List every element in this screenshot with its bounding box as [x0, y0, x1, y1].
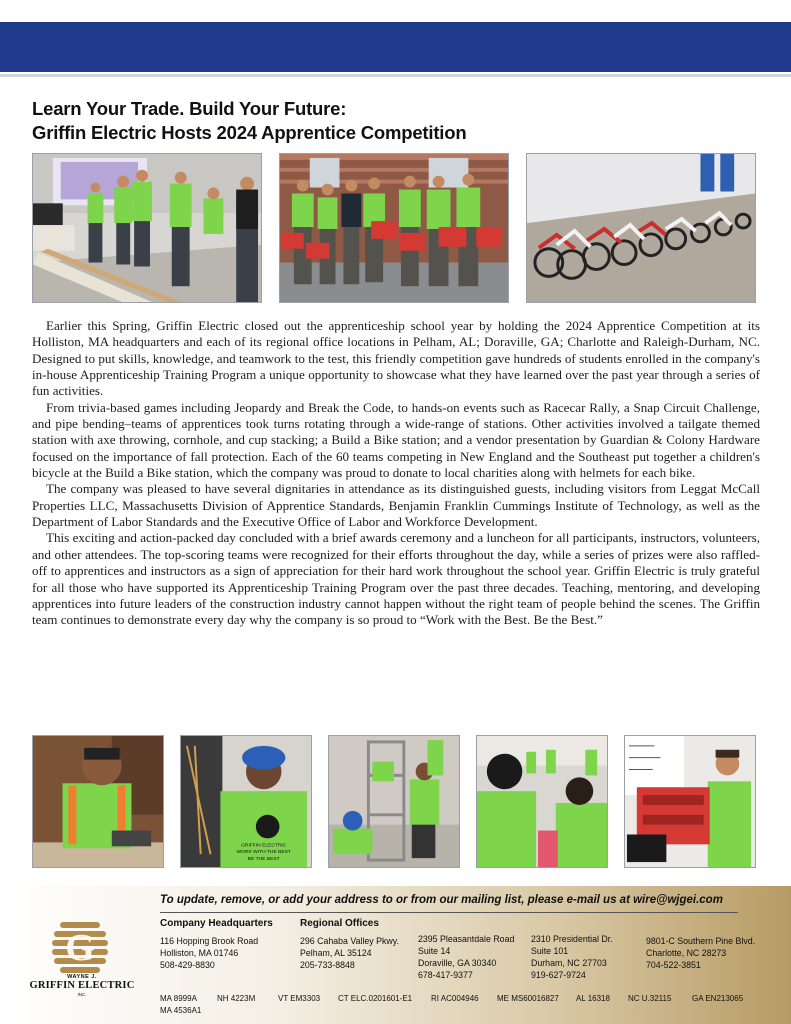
article-body — [32, 318, 760, 629]
hq-address — [160, 935, 258, 971]
photo-donated-bikes — [526, 153, 756, 303]
article-paragraph: The company was pleased to have several dignitaries in attendance as its distinguished guests, including visitors from Leggat McCall Properties LLC, Massachusetts Division of Apprentice Standards, Benjamin Franklin Cummings Institute of Technology, as well as the Department of Labor Standards and the Executive Office of Labor and Workforce Development. — [32, 481, 760, 530]
photo-racecar-rally — [32, 153, 262, 303]
mailing-list-note: To update, remove, or add your address to or from our mailing list, please e-mail us at wire@wjgei.com — [160, 894, 723, 906]
office-doraville — [418, 933, 514, 981]
address-phone: 919-627-9724 — [531, 970, 586, 980]
photo-winning-team — [279, 153, 509, 303]
top-header-band — [0, 22, 791, 72]
logo-prefix: WAYNE J. — [67, 974, 97, 980]
logo-globe-icon — [50, 920, 110, 978]
shirt-text: GRIFFIN ELECTRIC — [241, 843, 287, 849]
photo-apprentice-wiring — [32, 735, 164, 868]
license-number: ME MS60016827 — [497, 994, 559, 1003]
address-street: 116 Hopping Brook Road — [160, 936, 259, 946]
license-number: MA 4536A1 — [160, 1006, 202, 1015]
license-number: MA 8999A — [160, 994, 197, 1003]
address-street: 2395 Pleasantdale Road — [418, 934, 515, 944]
photo-pipe-bending — [328, 735, 460, 868]
license-number: RI AC004946 — [431, 994, 479, 1003]
address-street: 2310 Presidential Dr. — [531, 934, 613, 944]
logo-suffix: INC. — [77, 992, 87, 997]
shirt-text: WORK WITH THE BEST — [236, 850, 291, 856]
griffin-electric-logo — [28, 918, 140, 998]
logo-wordmark: GRIFFIN ELECTRIC — [29, 980, 135, 991]
office-charlotte — [646, 935, 755, 971]
svg-text:G: G — [65, 927, 95, 969]
office-durham — [531, 933, 613, 981]
headline-line-2: Griffin Electric Hosts 2024 Apprentice Competition — [32, 122, 467, 143]
license-number: AL 16318 — [576, 994, 610, 1003]
article-paragraph: Earlier this Spring, Griffin Electric closed out the apprenticeship school year by holding the 2024 Apprentice Competition at its Holliston, MA headquarters and each of its regional office locations in Pelham, AL; Doraville, GA; Charlotte and Raleigh-Durham, NC. Designed to put skills, knowledge, and teamwork to the test, this friendly competition gave hundreds of students enrolled in the company's in-house Apprenticeship Training Program a unique opportunity to showcase what they have learned over the past year through a series of fun activities. — [32, 318, 760, 399]
photo-prize-toolbox — [624, 735, 756, 868]
address-city: Pelham, AL 35124 — [300, 948, 372, 958]
address-phone: 205-733-8848 — [300, 960, 355, 970]
address-phone: 704-522-3851 — [646, 960, 701, 970]
footer-rule — [160, 912, 738, 913]
address-street: 9801-C Southern Pine Blvd. — [646, 936, 756, 946]
address-city: Holliston, MA 01746 — [160, 948, 239, 958]
photo-circuit-challenge — [476, 735, 608, 868]
address-city: Doraville, GA 30340 — [418, 958, 497, 968]
regional-offices-heading: Regional Offices — [300, 918, 379, 929]
address-city: Charlotte, NC 28273 — [646, 948, 727, 958]
article-paragraph: This exciting and action-packed day concluded with a brief awards ceremony and a luncheon for all participants, instructors, volunteers, and other attendees. The top-scoring teams were recognized for their efforts throughout the day, while a series of prizes were also raffled-off to apprentices and instructors as a sign of appreciation for their hard work throughout the school year. Griffin Electric is truly grateful for all those who have supported its Apprenticeship Training Program over the past three decades. Teaching, mentoring, and developing apprentices into future leaders of the construction industry cannot happen without the right team of people behind the scenes. The Griffin team continues to demonstrate every day why the company is so proud to “Work with the Best. Be the Best.” — [32, 530, 760, 628]
address-suite: Suite 14 — [418, 946, 451, 956]
address-city: Durham, NC 27703 — [531, 958, 607, 968]
license-number: CT ELC.0201601-E1 — [338, 994, 413, 1003]
headline-line-1: Learn Your Trade. Build Your Future: — [32, 98, 347, 119]
license-number: NH 4223M — [217, 994, 256, 1003]
license-number: GA EN213065 — [692, 994, 744, 1003]
article-headline — [32, 97, 752, 145]
address-phone: 678-417-9377 — [418, 970, 473, 980]
address-phone: 508-429-8830 — [160, 960, 215, 970]
hq-heading: Company Headquarters — [160, 918, 273, 929]
license-number: VT EM3303 — [278, 994, 321, 1003]
license-number: NC U.32115 — [628, 994, 672, 1003]
article-paragraph: From trivia-based games including Jeopardy and Break the Code, to hands-on events such as Racecar Rally, a Snap Circuit Challenge, and pipe bending–teams of apprentices took turns rotating through a wide-range of stations. Other activities involved a tailgate themed station with axe throwing, cornhole, and cup stacking; a Build a Bike station; and a vendor presentation by Guardian & Colony Hardware focused on the importance of fall protection. Each of the 60 teams competing in New England and the Southeast put together a children's bicycle at the Build a Bike station, which the company was proud to donate to local charities along with helmets for each bike. — [32, 399, 760, 481]
office-pelham — [300, 935, 399, 971]
photo-apprentice-panel — [180, 735, 312, 868]
header-rule — [0, 74, 791, 77]
shirt-text: BE THE BEST — [247, 857, 280, 863]
address-street: 296 Cahaba Valley Pkwy. — [300, 936, 399, 946]
address-suite: Suite 101 — [531, 946, 569, 956]
